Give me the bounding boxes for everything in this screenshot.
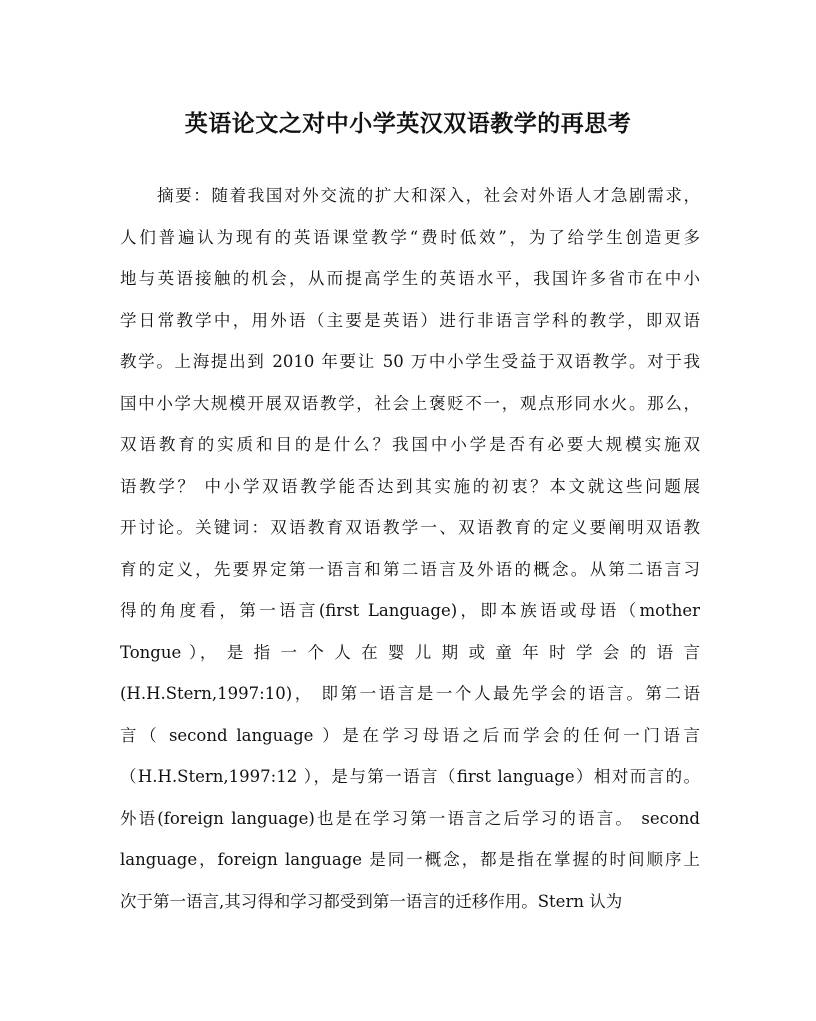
text-line: 人们普遍认为现有的英语课堂教学“费时低效”，为了给学生创造更多 (120, 227, 700, 247)
text-line: 开讨论。关键词：双语教育双语教学一、双语教育的定义要阐明双语教 (120, 518, 700, 537)
text-line: 育的定义，先要界定第一语言和第二语言及外语的概念。从第二语言习 (120, 559, 700, 579)
text-line: language，foreign language 是同一概念，都是指在掌握的时间顺序上 (120, 850, 700, 869)
text-line: 学日常教学中，用外语（主要是英语）进行非语言学科的教学，即双语 (120, 310, 700, 330)
text-line: （H.H.Stern,1997:12 ），是与第一语言（first language）相对而言的。 (120, 767, 700, 786)
text-line: (H.H.Stern,1997:10)， 即第一语言是一个人最先学会的语言。第二语 (120, 684, 700, 703)
text-line: 地与英语接触的机会，从而提高学生的英语水平，我国许多省市在中小 (120, 269, 700, 288)
text-line: 语教学？ 中小学双语教学能否达到其实施的初衷？本文就这些问题展 (120, 476, 700, 496)
text-line: 双语教育的实质和目的是什么？我国中小学是否有必要大规模实施双 (120, 435, 700, 454)
document-title: 英语论文之对中小学英汉双语教学的再思考 (184, 110, 632, 137)
text-line: 外语(foreign language)也是在学习第一语言之后学习的语言。 second (120, 808, 700, 828)
document-body (120, 181, 700, 928)
text-line: 言（ second language ）是在学习母语之后而学会的任何一门语言 (120, 725, 700, 745)
text-line: 国中小学大规模开展双语教学，社会上褒贬不一，观点形同水火。那么， (120, 393, 700, 413)
text-line: Tongue ）， 是 指 一 个 人 在 婴 儿 期 或 童 年 时 学 会 的 语 言 (120, 642, 700, 662)
text-line: 教学。上海提出到 2010 年要让 50 万中小学生受益于双语教学。对于我 (120, 352, 700, 371)
text-line: 摘要：随着我国对外交流的扩大和深入，社会对外语人才急剧需求， (157, 186, 700, 205)
text-line: 次于第一语言,其习得和学习都受到第一语言的迁移作用。Stern 认为 (120, 891, 623, 911)
text-line: 得的角度看，第一语言(first Language)，即本族语或母语（mother (120, 601, 700, 620)
